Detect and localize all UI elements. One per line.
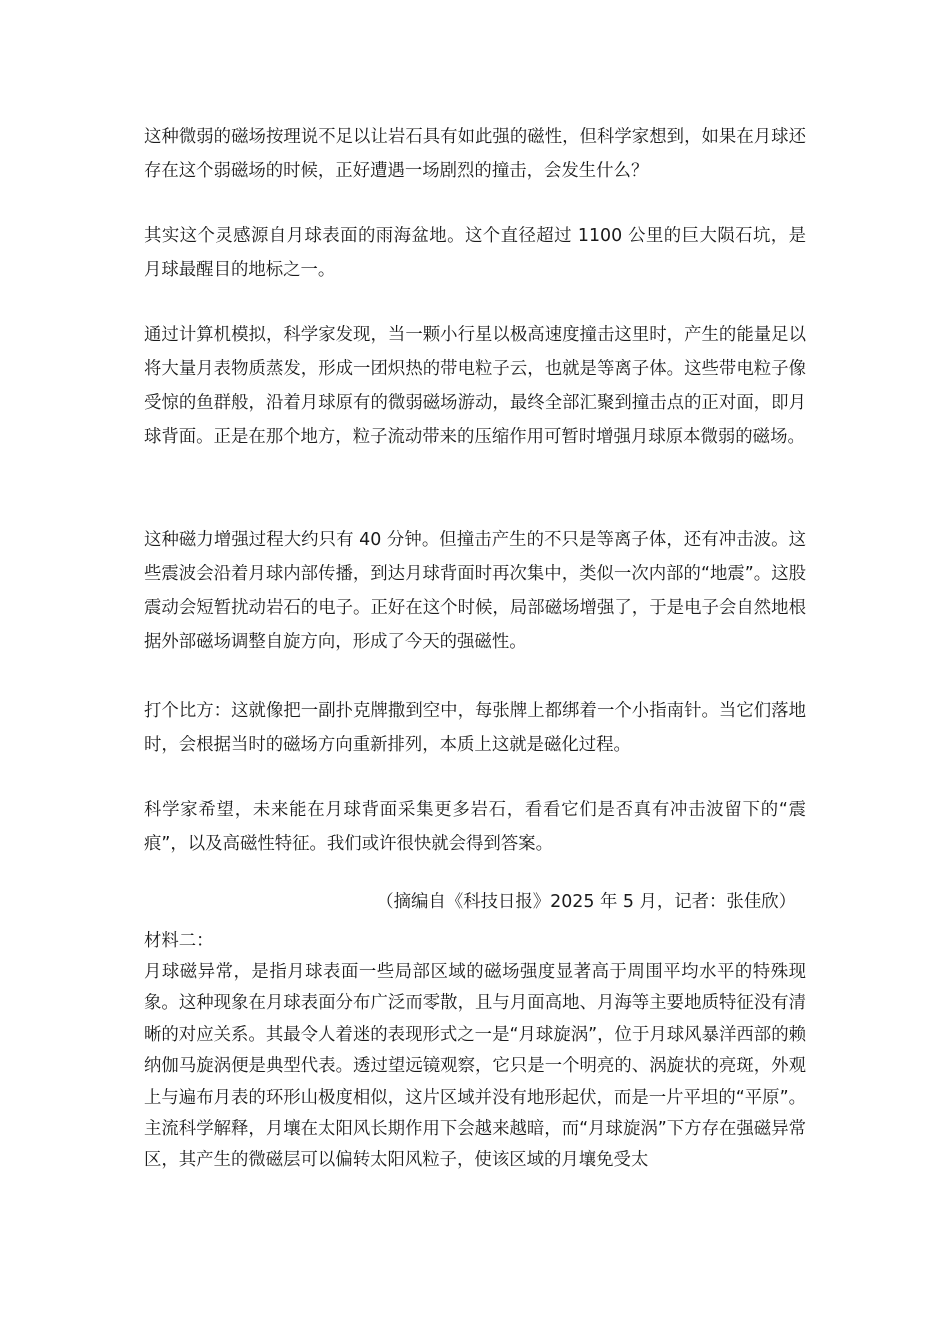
article-paragraph-1: 这种微弱的磁场按理说不足以让岩石具有如此强的磁性，但科学家想到，如果在月球还存在这个弱磁场的时候，正好遭遇一场剧烈的撞击，会发生什么？ [144,127,806,181]
article-source-citation: （摘编自《科技日报》2025 年 5 月，记者：张佳欣） [376,892,796,912]
article-paragraph-6: 科学家希望，未来能在月球背面采集更多岩石，看看它们是否真有冲击波留下的“震痕”，以及高磁性特征。我们或许很快就会得到答案。 [144,800,806,854]
article-paragraph-4: 这种磁力增强过程大约只有 40 分钟。但撞击产生的不只是等离子体，还有冲击波。这些震波会沿着月球内部传播，到达月球背面时再次集中，类似一次内部的“地震”。这股震动会短暂扰动岩石的电子。正好在这个时候，局部磁场增强了，于是电子会自然地根据外部磁场调整自旋方向，形成了今天的强磁性。 [144,530,806,652]
material-two-label: 材料二： [144,931,214,951]
article-paragraph-5: 打个比方：这就像把一副扑克牌撒到空中，每张牌上都绑着一个小指南针。当它们落地时，会根据当时的磁场方向重新排列，本质上这就是磁化过程。 [144,701,806,755]
material-two-paragraph: 月球磁异常，是指月球表面一些局部区域的磁场强度显著高于周围平均水平的特殊现象。这种现象在月球表面分布广泛而零散，且与月面高地、月海等主要地质特征没有清晰的对应关系。其最令人着迷的表现形式之一是“月球旋涡”，位于月球风暴洋西部的赖纳伽马旋涡便是典型代表。透过望远镜观察，它只是一个明亮的、涡旋状的亮斑，外观上与遍布月表的环形山极度相似，这片区域并没有地形起伏，而是一片平坦的“平原”。主流科学解释，月壤在太阳风长期作用下会越来越暗，而“月球旋涡”下方存在强磁异常区，其产生的微磁层可以偏转太阳风粒子，使该区域的月壤免受太 [144,962,806,1171]
article-paragraph-2: 其实这个灵感源自月球表面的雨海盆地。这个直径超过 1100 公里的巨大陨石坑，是月球最醒目的地标之一。 [144,226,806,280]
article-paragraph-3: 通过计算机模拟，科学家发现，当一颗小行星以极高速度撞击这里时，产生的能量足以将大量月表物质蒸发，形成一团炽热的带电粒子云，也就是等离子体。这些带电粒子像受惊的鱼群般，沿着月球原有的微弱磁场游动，最终全部汇聚到撞击点的正对面，即月球背面。正是在那个地方，粒子流动带来的压缩作用可暂时增强月球原本微弱的磁场。 [144,325,806,447]
